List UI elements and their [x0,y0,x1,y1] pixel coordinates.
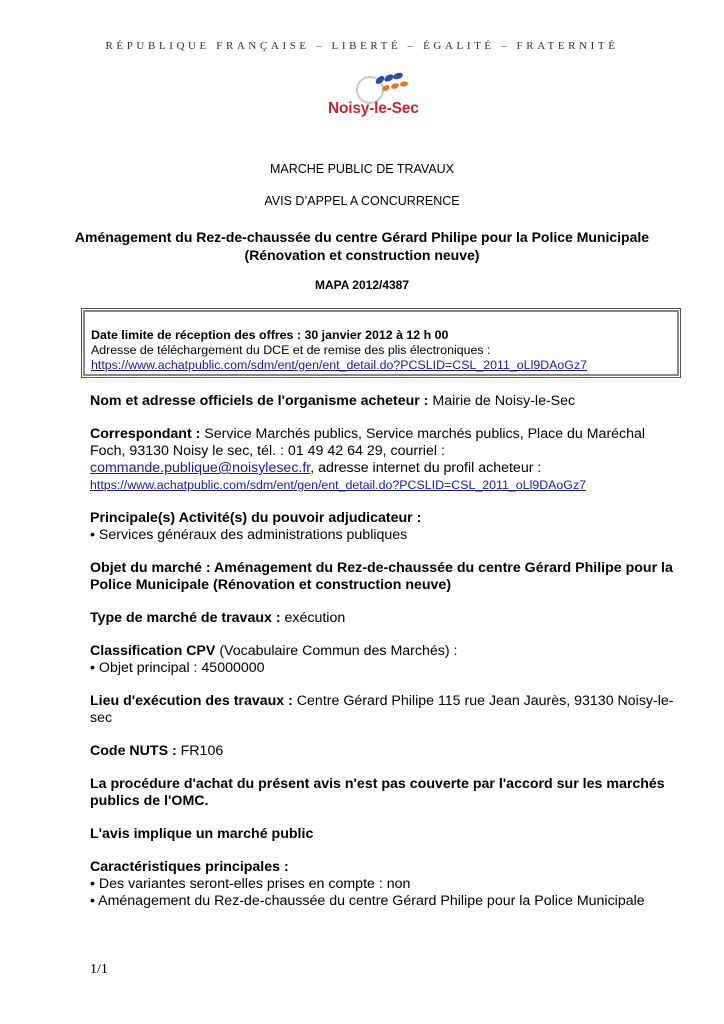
page-number: 1/1 [90,962,108,977]
type-value: exécution [280,610,346,626]
notice-avis: AVIS D’APPEL A CONCURRENCE [264,194,460,208]
activite-item: • Services généraux des administrations publiques [90,527,408,543]
correspondant-value: Service Marchés publics, Service marchés publics, Place du Maréchal Foch, 93130 Noisy le sec, tél. : 01 49 42 64 29, courriel : [90,426,646,459]
section-type [90,610,680,627]
cpv-label: Classification CPV [90,643,216,659]
lieu-label: Lieu d'exécution des travaux : [90,693,293,709]
email-link[interactable]: commande.publique@noisylesec.fr [90,460,311,476]
section-objet: Objet du marché : Aménagement du Rez-de-chaussée du centre Gérard Philipe pour la Police Municipale (Rénovation et construction neuve) [90,560,673,593]
cpv-value: (Vocabulaire Commun des Marchés) : [215,643,458,659]
logo-text: Noisy-le-Sec [328,100,419,117]
section-lieu [90,693,680,727]
organisme-label: Nom et adresse officiels de l'organisme acheteur : [90,393,429,409]
section-omc: La procédure d'achat du présent avis n'est pas couverte par l'accord sur les marchés publics de l'OMC. [90,776,665,809]
profile-label: , adresse internet du profil acheteur : [310,460,542,476]
section-nuts [90,743,680,760]
correspondant-label: Correspondant : [90,426,201,442]
noisy-le-sec-logo [318,66,438,132]
address-label: Adresse de téléchargement du DCE et de remise des plis électroniques : [91,343,491,357]
section-correspondant [90,426,680,494]
lieu-value: Centre Gérard Philipe 115 rue Jean Jaurès, 93130 Noisy-le-sec [90,693,674,726]
notice-type: MARCHE PUBLIC DE TRAVAUX [269,162,455,176]
carac-item-2: • Aménagement du Rez-de-chaussée du centre Gérard Philipe pour la Police Municipale [90,893,645,909]
section-activite [90,510,680,544]
profile-link[interactable]: https://www.achatpublic.com/sdm/ent/gen/ent_detail.do?PCSLID=CSL_2011_oLl9DAoGz7 [90,478,587,492]
deadline-box [81,308,681,378]
section-cpv [90,643,680,677]
activite-label: Principale(s) Activité(s) du pouvoir adjudicateur : [90,510,422,526]
nuts-value: FR106 [176,743,224,759]
section-caracteristiques [90,859,680,910]
organisme-value: Mairie de Noisy-le-Sec [428,393,576,409]
section-avis-public: L'avis implique un marché public [90,826,314,842]
section-organisme [90,393,680,410]
carac-item-1: • Des variantes seront-elles prises en compte : non [90,876,411,892]
republic-motto: RÉPUBLIQUE FRANÇAISE – LIBERTÉ – ÉGALITÉ – FRATERNITÉ [105,40,619,52]
type-label: Type de marché de travaux : [90,610,281,626]
cpv-item: • Objet principal : 45000000 [90,660,265,676]
notice-title: Aménagement du Rez-de-chaussée du centre Gérard Philipe pour la Police Municipale (Rénovation et construction neuve) [74,229,650,263]
deadline-text: Date limite de réception des offres : 30 janvier 2012 à 12 h 00 [91,328,449,342]
carac-label: Caractéristiques principales : [90,859,289,875]
nuts-label: Code NUTS : [90,743,177,759]
notice-ref: MAPA 2012/4387 [314,278,410,292]
dce-link[interactable]: https://www.achatpublic.com/sdm/ent/gen/ent_detail.do?PCSLID=CSL_2011_oLl9DAoGz7 [91,358,588,372]
notice-content [90,393,680,926]
